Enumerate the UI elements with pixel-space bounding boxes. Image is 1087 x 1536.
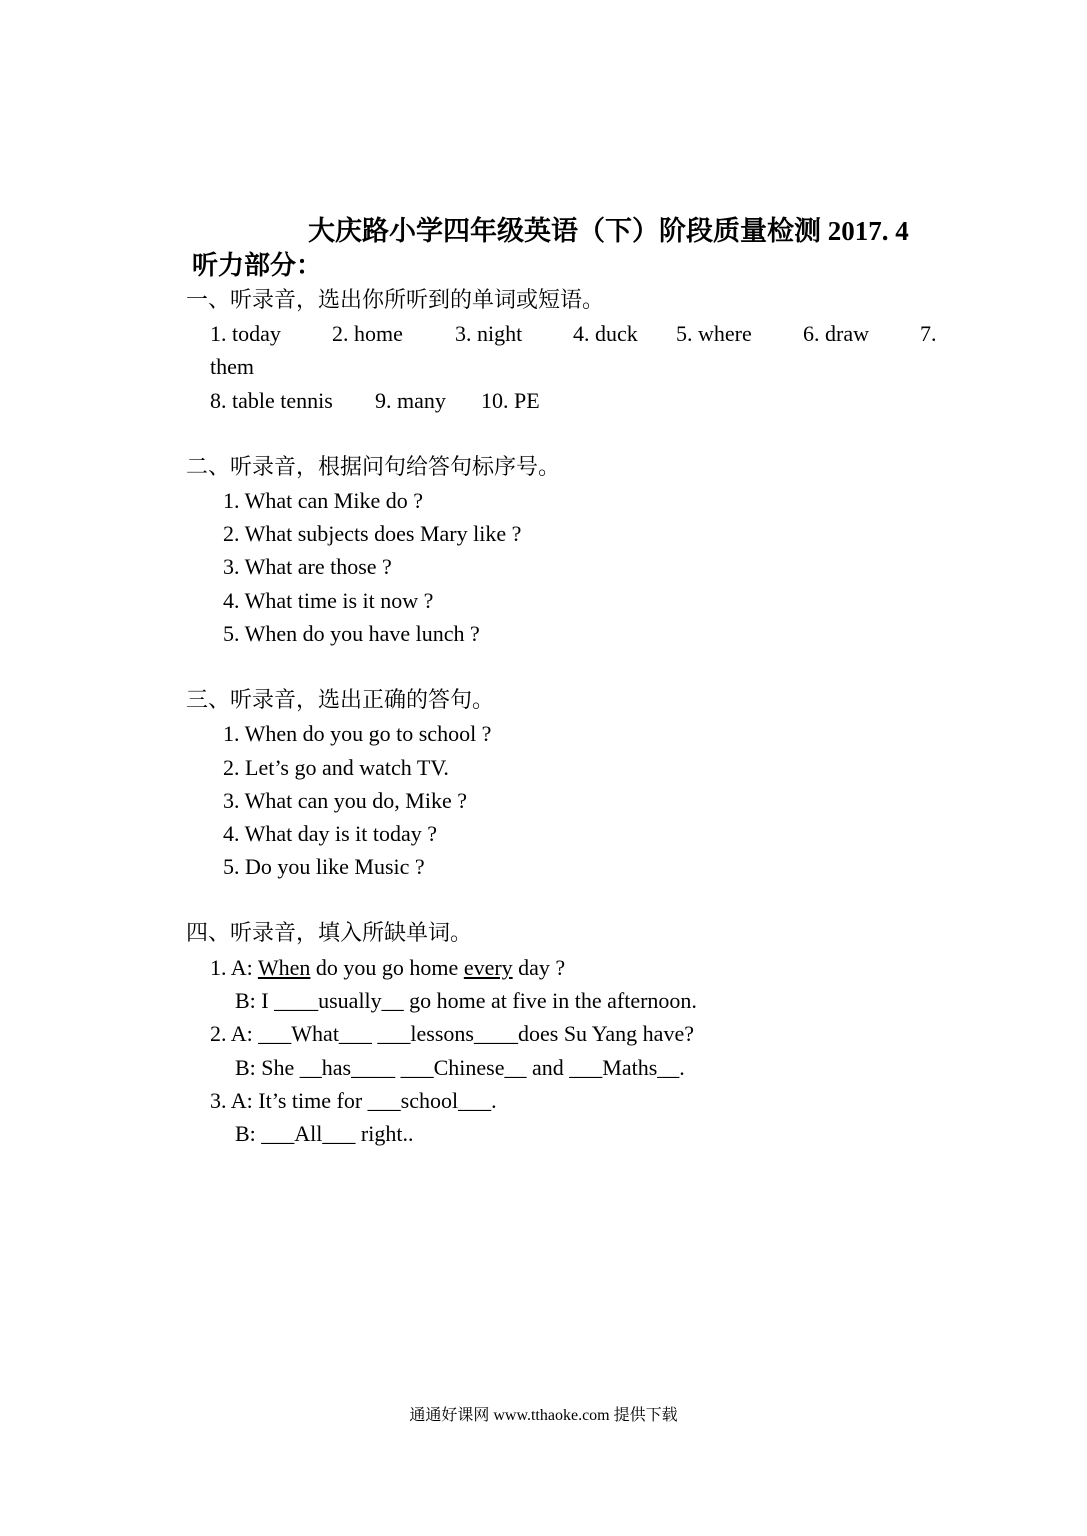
s1-word-7-cont: them — [210, 354, 254, 379]
s4-q2-b: B: She __has____ ___Chinese__ and ___Maths__. — [235, 1055, 685, 1080]
s4-q3-b: B: ___All___ right.. — [235, 1121, 414, 1146]
s3-item: 2. Let’s go and watch TV. — [223, 755, 449, 780]
s4-q1-b: B: I ____usually__ go home at five in the afternoon. — [235, 988, 697, 1013]
s1-word-5: 5. where — [676, 321, 752, 346]
s1-word-8: 8. table tennis — [210, 388, 333, 413]
footer-credit: 通通好课网 www.tthaoke.com 提供下载 — [409, 1407, 678, 1424]
s4-q1-a: 1. A: When do you go home every day ? — [210, 955, 566, 980]
s1-word-6: 6. draw — [803, 321, 869, 346]
s2-item: 2. What subjects does Mary like ? — [223, 521, 522, 546]
section1-heading: 一、听录音，选出你所听到的单词或短语。 — [186, 287, 605, 312]
s1-word-3: 3. night — [455, 321, 523, 346]
s3-item: 4. What day is it today ? — [223, 821, 438, 846]
s1-word-10: 10. PE — [481, 388, 540, 413]
s1-word-9: 9. many — [375, 388, 446, 413]
s3-item: 5. Do you like Music ? — [223, 854, 425, 879]
s1-word-4: 4. duck — [573, 321, 638, 346]
s2-item: 4. What time is it now ? — [223, 588, 434, 613]
s3-item: 3. What can you do, Mike ? — [223, 788, 467, 813]
listening-part-heading: 听力部分： — [192, 251, 323, 280]
section2-heading: 二、听录音，根据问句给答句标序号。 — [186, 454, 561, 479]
section4-heading: 四、听录音，填入所缺单词。 — [186, 920, 473, 945]
s4-q2-a: 2. A: ___What___ ___lessons____does Su Yang have? — [210, 1021, 694, 1046]
s2-item: 1. What can Mike do ? — [223, 488, 423, 513]
s2-item: 5. When do you have lunch ? — [223, 621, 480, 646]
s1-word-1: 1. today — [210, 321, 281, 346]
s1-word-2: 2. home — [332, 321, 403, 346]
page-title: 大庆路小学四年级英语（下）阶段质量检测 2017. 4 — [308, 216, 909, 246]
s4-q3-a: 3. A: It’s time for ___school___. — [210, 1088, 497, 1113]
s1-word-7: 7. — [920, 321, 937, 346]
section3-heading: 三、听录音，选出正确的答句。 — [186, 687, 495, 712]
s2-item: 3. What are those ? — [223, 554, 392, 579]
s3-item: 1. When do you go to school ? — [223, 721, 492, 746]
